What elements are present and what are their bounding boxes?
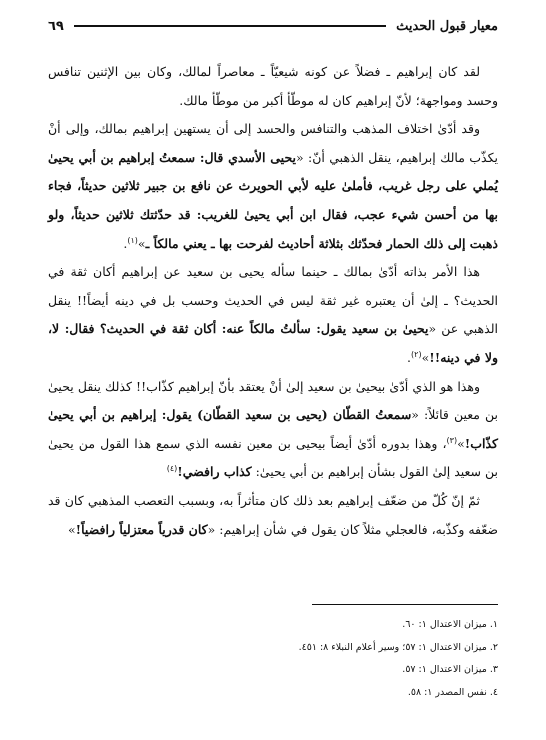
text-run: »: [457, 435, 465, 451]
quoted-text: يحيىٰ بن سعيد يقول: سألتُ مالكاً عنه: أكان ثقة في الحديث؟ فقال: لا، ولا في دينه!!: [48, 321, 498, 365]
quoted-text: كان قدرياً معتزلياً رافضياً!: [75, 521, 208, 537]
text-run: ثمّ إنّ كُلّ من ضعّف إبراهيم بعد ذلك كان متأثراً به، وبسبب التعصب المذهبي كان قد ضعّفه وكذّبه، فالعجلي مثلاً كان يقول في شأن إبراهيم: «: [48, 492, 498, 537]
footnotes: [48, 614, 498, 704]
quoted-text: سمعتُ القطّان (يحيى بن سعيد القطّان) يقول: إبراهيم بن أبي يحيىٰ كذّاب!: [48, 407, 498, 451]
quoted-text: يحيى الأسدي قال: سمعتُ إبراهيم بن أبي يحيىٰ يُملي على رجل غريب، فأملىٰ عليه لأبي الحويرث عن نافع بن جبير ثلاثين حديثاً، فجاء بها من أحسن شيء عجب، فقال ابن أبي يحيىٰ للغريب: قد حدّثتك ثلاثين حديثاً، ولو ذهبت إلى ذلك الحمار فحدّثك بثلاثة أحاديث لفرحت بها ـ يعني مالكاً ـ: [48, 149, 498, 251]
text-run: »: [421, 349, 430, 365]
text-run: ، وهذا بدوره أدّىٰ أيضاً بيحيى بن معين نفسه الذي سمع هذا القول من يحيىٰ بن سعيد إلىٰ القول بشأن إبراهيم بن أبي يحيىٰ:: [48, 435, 498, 480]
text-run: »: [67, 521, 76, 537]
footnote-ref: (١): [127, 235, 138, 245]
running-title: معيار قبول الحديث: [396, 18, 498, 34]
text-run: .: [123, 235, 128, 251]
quoted-text: كذاب رافضي!: [177, 464, 252, 480]
paragraph: [48, 115, 498, 258]
footnote-separator: [312, 604, 498, 605]
header-rule: [74, 25, 386, 27]
footnote: ٣. ميزان الاعتدال ١: ٥٧.: [402, 664, 498, 675]
page-header: [48, 14, 498, 38]
text-run: هذا الأمر بذاته أدّىٰ بمالك ـ حينما سأله يحيى بن سعيد عن إبراهيم أكان ثقة في الحديث؟ ـ إلىٰ أن يعتبره غير ثقة ليس في الحديث وحسب بل في دينه أيضاً!! ينقل الذهبي عن «: [48, 264, 498, 337]
text-run: .: [407, 349, 412, 365]
footnote: ١. ميزان الاعتدال ١: ٦٠.: [402, 619, 498, 630]
paragraph: [48, 258, 498, 372]
paragraph: [48, 58, 498, 115]
footnote: ٤. نفس المصدر ١: ٥٨.: [407, 686, 498, 698]
paragraph: [48, 373, 498, 487]
footnote-ref: (٣): [446, 435, 458, 445]
text-run: وقد أدّىٰ اختلاف المذهب والتنافس والحسد إلى أن يستهين إبراهيم بمالك، وإلى أنْ يكذّب مالك إبراهيم، ينقل الذهبي أنّ: «: [48, 121, 498, 165]
footnote: ٢. ميزان الاعتدال ١: ٥٧؛ وسير أعلام النبلاء ٨: ٤٥١.: [298, 641, 498, 653]
body-text: [48, 58, 498, 544]
text-run: وهذا هو الذي أدّىٰ بيحيىٰ بن سعيد إلىٰ أنْ يعتقد بأنّ إبراهيم كذّاب!! كذلك ينقل يحيىٰ بن معين قائلاً: «: [48, 378, 498, 423]
text-run: »: [137, 235, 146, 251]
page-number: ٦٩: [48, 18, 64, 34]
footnote-ref: (٢): [411, 349, 422, 359]
text-run: لقد كان إبراهيم ـ فضلاً عن كونه شيعيّاً ـ معاصراً لمالك، وكان بين الإثنين تنافس وحسد ومواجهة؛ لأنّ إبراهيم كان له موطّأ أكبر من موطّأ مالك.: [48, 64, 498, 108]
footnote-ref: (٤): [166, 464, 178, 474]
paragraph: [48, 487, 498, 544]
